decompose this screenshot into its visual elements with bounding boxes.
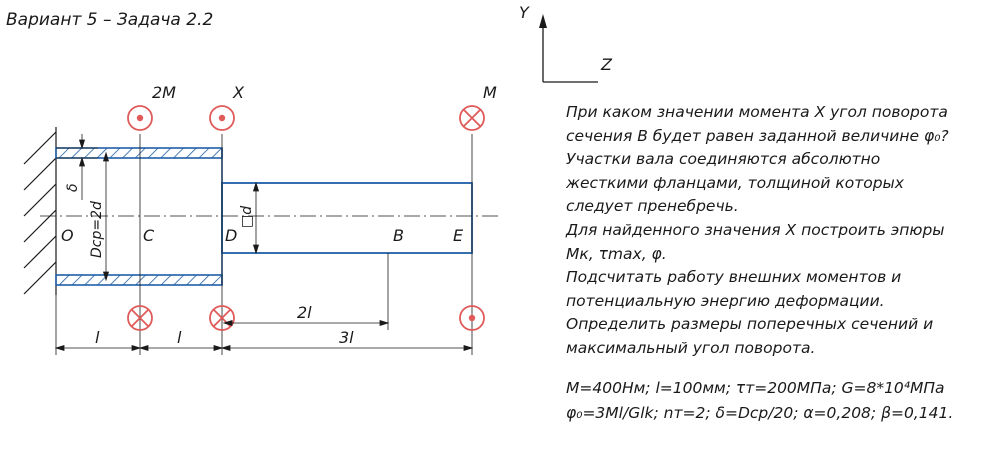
section-label-d: D: [225, 226, 238, 245]
problem-line: максимальный угол поворота.: [566, 338, 816, 357]
page-title: Вариант 5 – Задача 2.2: [6, 10, 214, 30]
problem-line: При каком значении момента X угол поворота: [566, 103, 948, 121]
problem-statement: [566, 101, 949, 361]
section-label-e: E: [453, 226, 464, 245]
moment-label-m: M: [483, 83, 497, 102]
fixed-wall: [24, 127, 56, 295]
hollow-shaft-bottom-wall: [56, 275, 222, 285]
dcp-label: Dср=2d: [89, 201, 105, 258]
d-small-label: □d: [239, 205, 255, 228]
delta-label: δ: [65, 183, 81, 192]
moment-label-2m: 2M: [152, 83, 176, 102]
moment-2m-dot-icon: [128, 106, 152, 130]
solid-shaft: [222, 183, 472, 253]
bottom-dimension-chain: [56, 346, 472, 351]
given-parameters-line-2: φ₀=3Ml/Glk; nт=2; δ=Dср/20; α=0,208; β=0,141.: [566, 404, 954, 422]
dim-l2-label: l: [177, 328, 182, 347]
dim-l1-label: l: [95, 328, 100, 347]
moment-label-x: X: [233, 83, 244, 102]
given-parameters-line-1: M=400Нм; l=100мм; τт=200МПа; G=8*10⁴МПа: [566, 379, 945, 397]
problem-line: сечения B будет равен заданной величине φ₀?: [566, 126, 949, 145]
problem-line: потенциальную энергию деформации.: [566, 291, 885, 310]
problem-line: Участки вала соединяются абсолютно: [566, 150, 881, 169]
z-axis-label: Z: [601, 55, 612, 74]
axes-system: [519, 3, 613, 82]
problem-line: Mк, τmax, φ.: [566, 244, 667, 263]
hollow-shaft-top-wall: [56, 148, 222, 158]
problem-line: Подсчитать работу внешних моментов и: [566, 268, 902, 287]
y-axis-label: Y: [519, 3, 529, 22]
problem-line: Для найденного значения X построить эпюры: [566, 220, 945, 239]
y-axis-arrow-icon: [539, 14, 547, 28]
moment-x-dot-icon: [210, 106, 234, 130]
section-label-b: B: [393, 226, 404, 245]
dim-2l-label: 2l: [297, 303, 312, 322]
problem-line: жесткими фланцами, толщиной которых: [566, 173, 904, 192]
problem-line: Определить размеры поперечных сечений и: [566, 315, 934, 334]
moment-m-cross-icon: [460, 106, 484, 130]
problem-line: следует пренебречь.: [566, 197, 739, 216]
section-label-o: O: [61, 226, 74, 245]
section-label-c: C: [143, 226, 155, 245]
dim-3l-label: 3l: [339, 328, 354, 347]
